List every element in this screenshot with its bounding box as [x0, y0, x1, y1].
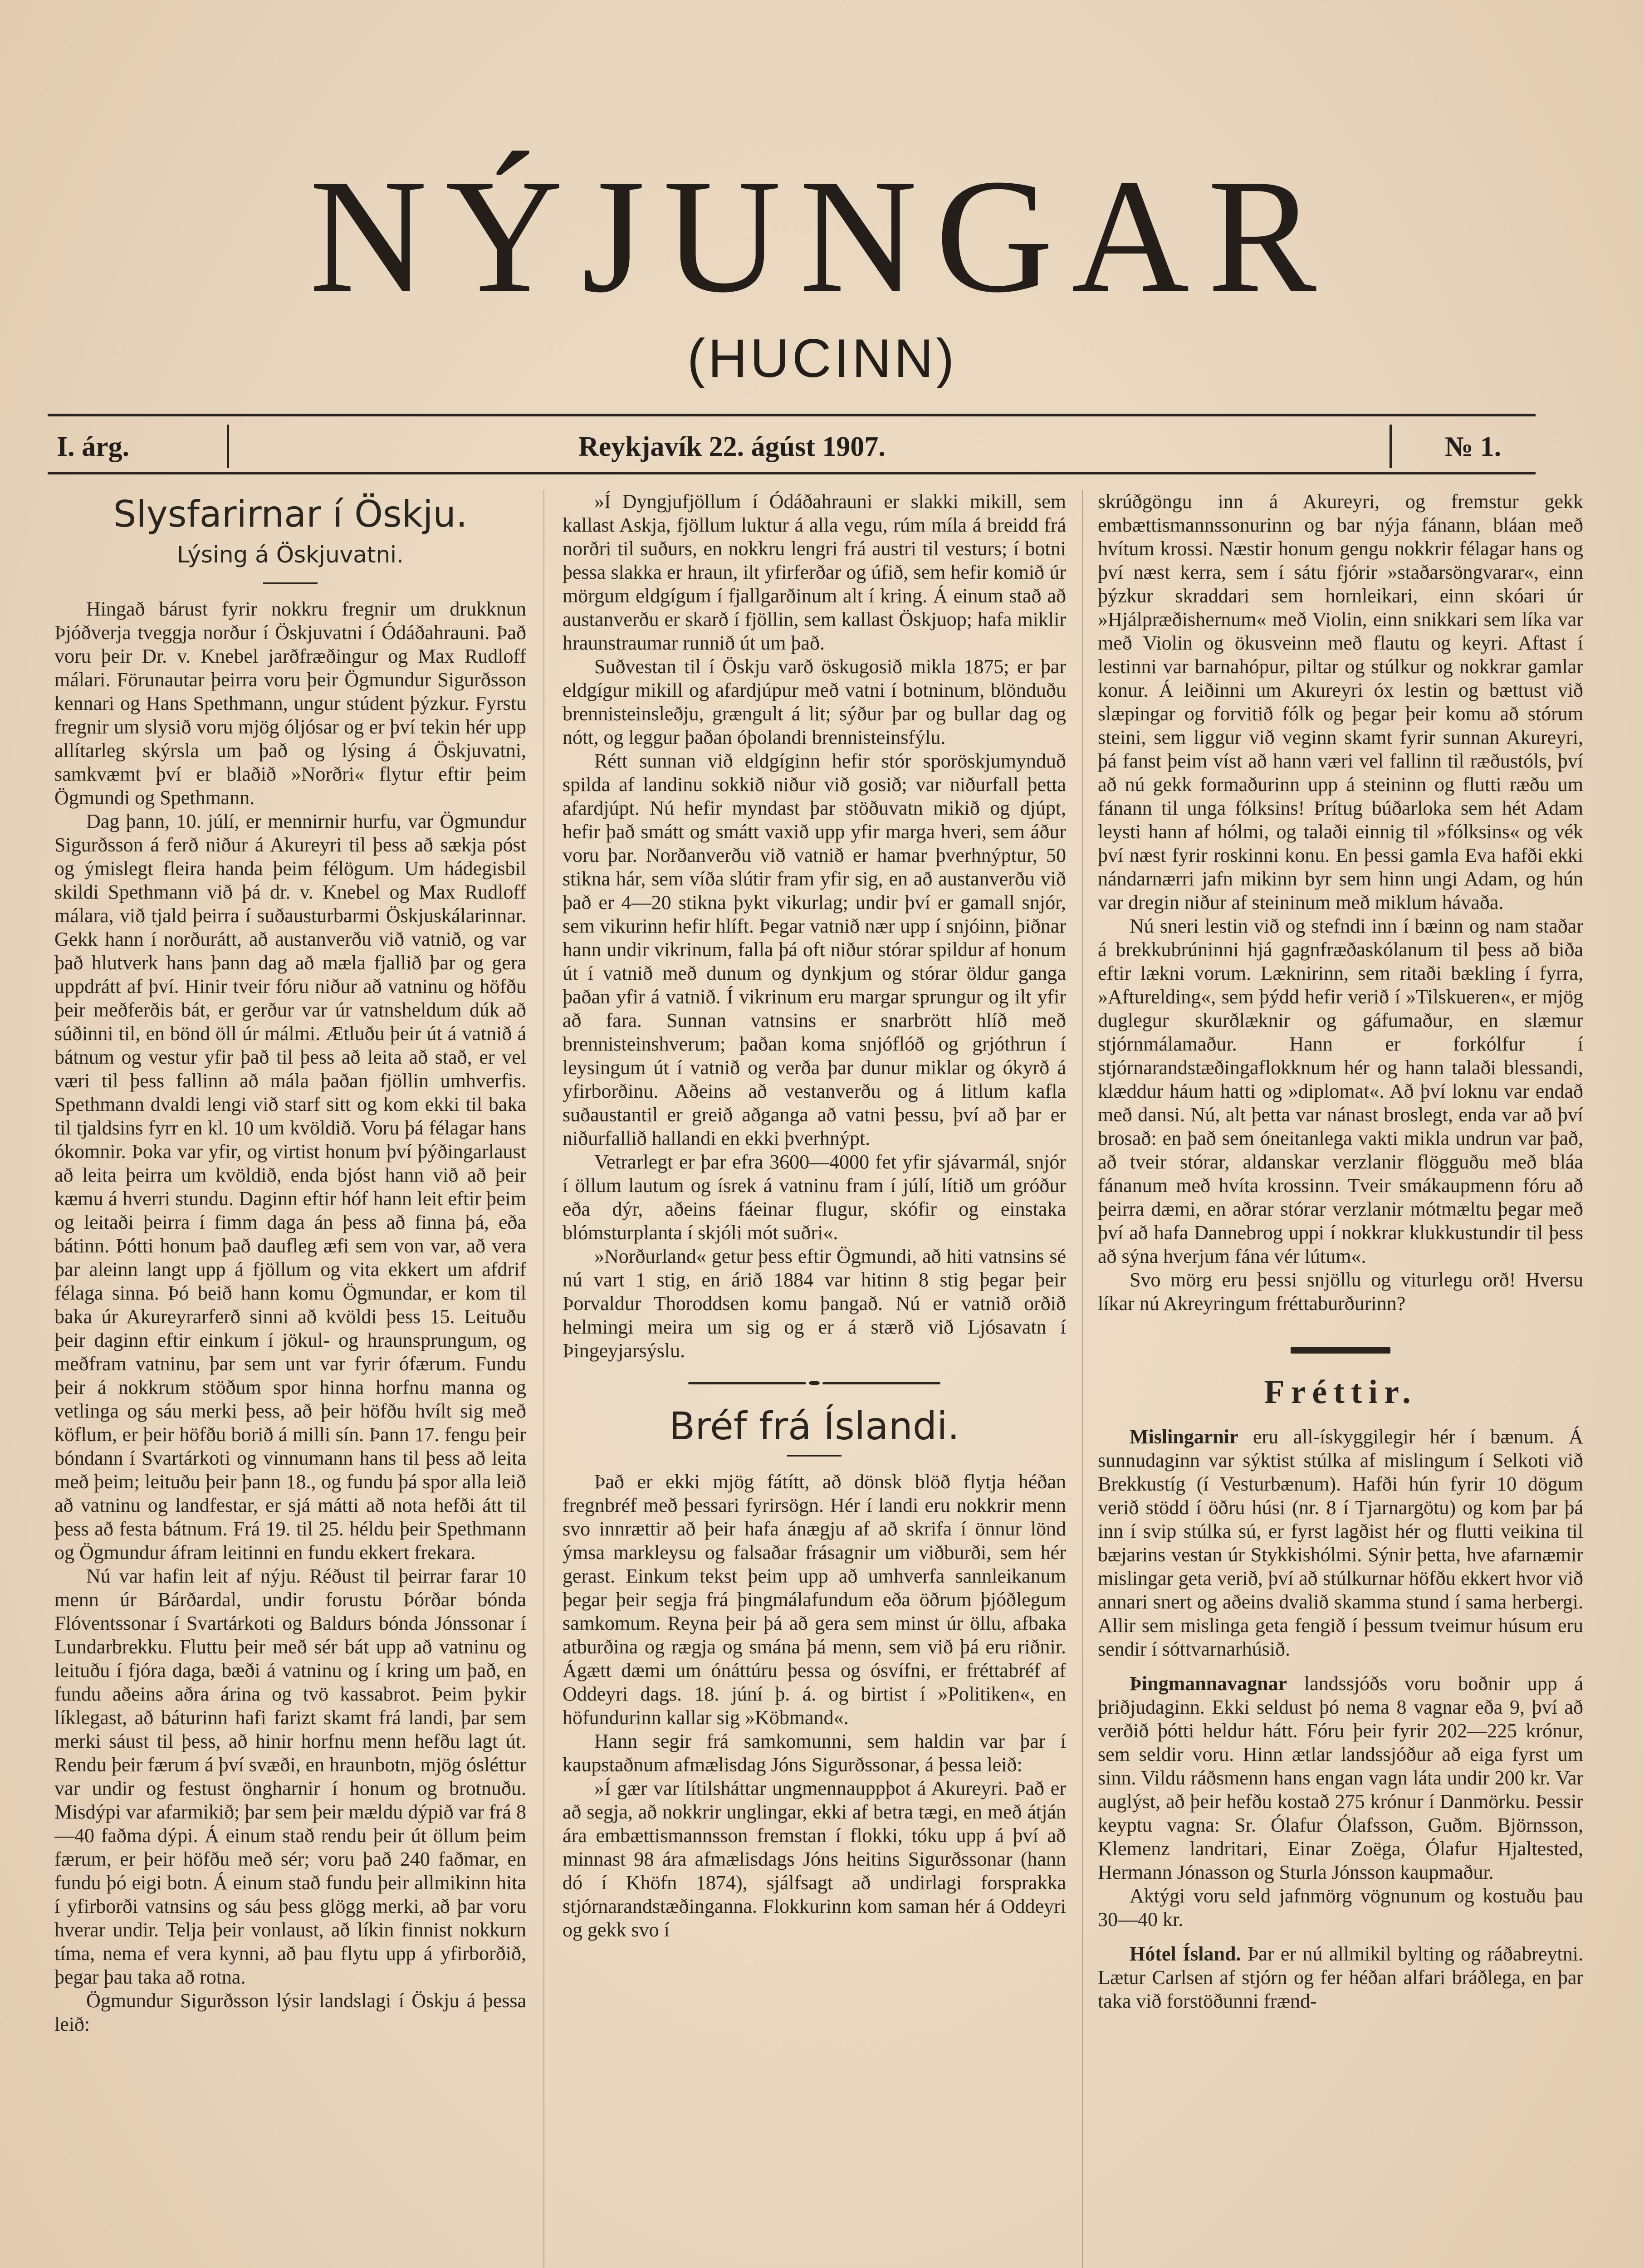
paragraph: Nú var hafin leit af nýju. Réðust til þeirrar farar 10 menn úr Bárðardal, undir forustu Þórðar bónda Flóventssonar í Svartárkoti og Baldurs bónda Jónssonar í Lundarbrekku. Fluttu þeir með sér bát upp að vatninu og leituðu í fjóra daga, bæði á vatninu og í kring um það, en fundu aðeins aðra árina og tvö kassabrot. Þeim þykir líklegast, að báturinn hafi farizt skamt frá landi, þar sem merki sáust til þess, að hinir horfnu menn hefðu lagt út. Rendu þeir færum á því svæði, en hraunbotn, mjög ósléttur var undir og festust öngharnir í honum og brotnuðu. Misdýpi var afarmikið; þar sem þeir mældu dýpið var frá 8—40 faðma dýpi. Á einum stað rendu þeir út öllum þeim færum, er þeir höfðu með sér; voru það 240 faðmar, en fundu þó eigi botn. Á einum stað fundu þeir allmikinn hita í yfirborði vatnsins og sáu þess glögg merki, að þar voru hverar undir. Telja þeir vonlaust, að líkin finnist nokkurn tíma, nema ef vera kynni, að þau flytu upp á yfirborðið, þegar þau taka að rotna.: [54, 1565, 526, 1988]
paragraph: Dag þann, 10. júlí, er mennirnir hurfu, var Ögmundur Sigurðsson á ferð niður á Akureyri til þess að sækja póst og ýmislegt fleira handa þeim félögum. Um hádegisbil skildi Spethmann við þá dr. v. Knebel og Max Rudloff málara, við tjald þeirra í suðausturbarmi Öskjuskálarinnar. Gekk hann í norðurátt, að austanverðu við vatnið, og var það hlutverk hans þann dag að mæla fjallið þar og gera uppdrátt af því. Hinir tveir fóru niður að vatninu og höfðu þeir meðferðis bát, er gerður var úr vatnsheldum dúk að súðinni til, en bönd öll úr málmi. Ætluðu þeir út á vatnið á bátnum og vestur yfir það til þess að leita að stað, er vel væri til þess fallinn að mála þaðan fjöllin umhverfis. Spethmann dvaldi lengi við starf sitt og kom ekki til baka til tjaldsins fyrr en kl. 10 um kvöldið. Voru þá félagar hans ókomnir. Þoka var yfir, og virtist honum því þýðingarlaust að leita þeirra um kvöldið, enda bjóst hann við að þeir kæmu á hverri stundu. Daginn eftir hóf hann leit eftir þeim og leitaði þeirra í fimm daga án þess að finna þá, eða bátinn. Þótti honum það daufleg æfi sem von var, að vera þar aleinn langt upp á fjöllum og vita ekkert um afdrif félaga sinna. Þó beið hann komu Ögmundar, er kom til baka úr Akureyrarferð sinni að kvöldi þess 15. Leituðu þeir daginn eftir einkum í jökul- og hraunsprungum, og meðfram vatninu, þar sem unt var fyrir ófærum. Fundu þeir á nokkrum stöðum spor hinna horfnu manna og vetlinga og sáu merki þess, að þeir höfðu hvílt sig með köflum, er þeir höfðu borið á milli sín. Þann 17. fengu þeir bóndann í Svartárkoti og vinnumann hans til þess að leita með þeim; leituðu þeir þann 18., og fundu þá spor alla leið að vatninu og landfestar, er sjá mátti að nota hefði átt til þess að festa bátnum. Frá 19. til 25. héldu þeir Spethmann og Ögmundur áfram leitinni en fundu ekkert frekara.: [54, 810, 526, 1564]
paragraph: Rétt sunnan við eldgíginn hefir stór sporöskjumynduð spilda af landinu sokkið niður við gosið; var niðurfall þetta afardjúpt. Nú hefir myndast þar stöðuvatn mikið og djúpt, hefir það smátt og smátt vaxið upp yfir marga hveri, sem áður voru þar. Norðanverðu við vatnið er hamar þverhnýptur, 50 stikna hár, sem víða slútir fram yfir sig, en að austanverðu við það er 4—20 stikna þykt vikurlag; undir því er gamall snjór, sem vikurinn hefir hlíft. Þegar vatnið nær upp í snjóinn, þiðnar hann undir vikrinum, falla þá oft niður stórar spildur af honum út í vatnið með dunum og dynkjum og stórar öldur ganga þaðan yfir á vatnið. Í vikrinum eru margar sprungur og ilt yfir að fara. Sunnan vatnsins er snarbrött hlíð með brennisteinshverum; þaðan koma snjóflóð og grjóthrun í leysingum út í vatnið og verða þar dunur miklar og ókyrð á yfirborðinu. Aðeins að vestanverðu og á litlum kafla suðaustantil er greið aðganga að vatni þessu, því að þar er niðurfallið hallandi en ekki þverhnýpt.: [563, 750, 1066, 1149]
section-ornament: [563, 1381, 1066, 1385]
masthead-title: NÝJUNGAR: [309, 145, 1335, 326]
masthead-rule-top: [48, 414, 1536, 416]
news-lead: Þingmannavagnar: [1130, 1672, 1287, 1695]
masthead-subtitle: (HUCINN): [687, 328, 957, 389]
article-subtitle: Lýsing á Öskjuvatni.: [177, 542, 404, 568]
news-title: Fréttir.: [1264, 1374, 1417, 1411]
news-item: [1098, 1884, 1583, 1931]
column-3: [1098, 490, 1583, 2268]
dateline-divider: [1390, 425, 1392, 468]
paragraph: »Norðurland« getur þess eftir Ögmundi, að hiti vatnsins sé nú vart 1 stig, en árið 1884 var hitinn 8 stig þegar þeir Þorvaldur Thoroddsen komu þangað. Nú er vatnið orðið helmingi meira um sig og er á stærð við Ljósavatn í Þingeyjarsýslu.: [563, 1245, 1066, 1362]
paragraph: Nú sneri lestin við og stefndi inn í bæinn og nam staðar á brekkubrúninni hjá gagnfræðaskólanum til þess að biða eftir lækni vorum. Læknirinn, sem ritaði bækling í fyrra, »Afturelding«, sem þýdd hefir verið í »Tilskueren«, er mjög duglegur skurðlæknir og gáfumaður, en slæmur stjórnmálamaður. Hann er forkólfur í stjórnarandstæðingaflokknum hér og hann talaði blessandi, klæddur háum hatti og »diplomat«. Að því loknu var endað með dansi. Nú, alt þetta var nánast broslegt, enda var að því brosað: en það sem óneitanlega vakti mikla undrun var það, að tveir stórar, aldanskar verzlanir flögguðu með bláa fánanum með hvíta krossinn. Tveir smákaupmenn fóru að þeirra dæmi, en aðrar stórar verzlanir mótmæltu þegar með því að hafa Dannebrog uppi í nokkrar klukkustundir til þess að sýna hverjum fána vér lútum«.: [1098, 915, 1583, 1267]
paragraph: Hann segir frá samkomunni, sem haldin var þar í kaupstaðnum afmælisdag Jóns Sigurðssonar, á þessa leið:: [563, 1730, 1066, 1776]
paragraph: Suðvestan til í Öskju varð öskugosið mikla 1875; er þar eldgígur mikill og afardjúpur með vatni í botninum, blönduðu brennisteinsleðju, grængult á lit; sýður þar og bullar dag og nótt, og leggur þaðan óþolandi brennisteinsfýlu.: [563, 655, 1066, 748]
paragraph: Hingað bárust fyrir nokkru fregnir um drukknun Þjóðverja tveggja norður í Öskjuvatni í Ódáðahrauni. Það voru þeir Dr. v. Knebel jarðfræðingur og Max Rudloff málari. Förunautar þeirra voru þeir Ögmundur Sigurðsson kennari og Hans Spethmann, ungur stúdent þýzkur. Fyrstu fregnir um slysið voru mjög óljósar og er því tekin hér upp allítarleg skýrsla um það og lýsing á Öskjuvatni, samkvæmt því er blaðið »Norðri« flytur eftir þeim Ögmundi og Spethmann.: [54, 598, 526, 809]
column-2: [563, 490, 1066, 2268]
title-rule: [787, 1455, 842, 1457]
news-text: eru all-ískyggilegir hér í bænum. Á sunnudaginn var sýktist stúlka af mislingum í Selkoti við Brekkustíg (í Vesturbænum). Hafði hún fyrir 10 dögum verið stödd í öðru húsi (nr. 8 í Tjarnargötu) og kom þar þá inn í svip stúlka sú, er fyrst lagðist hér og flutti veikina til bæjarins vestan úr Stykkishólmi. Sýnir þetta, hve afarnæmir mislingar geta verið, því að stúlkurnar höfðu ekkert hvor við annari snert og aðeins dvalið skamma stund í sama herbergi. Allir sem mislinga geta fengið í þessum tveimur húsum eru sendir í sóttvarnarhúsið.: [1098, 1426, 1583, 1660]
masthead-rule-bottom: [48, 472, 1536, 474]
paragraph: »Í Dyngjufjöllum í Ódáðahrauni er slakki mikill, sem kallast Askja, fjöllum luktur á alla vegu, rúm míla á breidd frá norðri til suðurs, en nokkru lengri frá austri til vesturs; í botni þessa slakka er hraun, ilt yfirferðar og úfið, sem hefir komið úr mörgum eldgígum í fjallgarðinum alt í kring. Á einum stað að austanverðu er skarð í fjöllin, sem kallast Öskjuop; hafa miklir hraunstraumar runnið út um það.: [563, 490, 1066, 654]
news-item: [1098, 1942, 1583, 2013]
news-item: [1098, 1425, 1583, 1661]
place-date: Reykjavík 22. ágúst 1907.: [578, 431, 886, 462]
article-title: Slysfarirnar í Öskju.: [113, 493, 468, 535]
dateline: [48, 421, 1536, 472]
title-rule: [263, 582, 318, 584]
volume-label: I. árg.: [57, 431, 130, 462]
issue-number: № 1.: [1445, 431, 1502, 462]
paragraph: skrúðgöngu inn á Akureyri, og fremstur gekk embættismannssonurinn og bar nýja fánann, bláan með hvítum krossi. Næstir honum gengu nokkrir félagar hans og því næst kerra, sem í sátu fjórir »staðarsöngvarar«, einn þýzkur skraddari sem hornleikari, einn skóari úr »Hjálpræðishernum« með Violin, einn snikkari sem líka var með Violin og ökusveinn með flautu og keyri. Aftast í lestinni var barnahópur, piltar og stúlkur og nokkrar gamlar konur. Á leiðinni um Akureyri óx lestin og bættust við slæpingar og forvitið fólk og þegar þeir komu að stórum steini, sem liggur við veginn skamt fyrir sunnan Akureyri, þá fanst þeim víst að hann væri vel fallinn til ræðustóls, því að nú gekk formaðurinn upp á steininn og flutti ræðu um fánann til unga fólksins! Þrítug búðarloka sem hét Adam leysti hann af hólmi, og talaði einnig til »fólksins« og vék því næst fyrir roskinni konu. En þessi gamla Eva hafði ekki nándarnærri jafn mikinn byr sem hinn ungi Adam, og hún var dregin niður af steininum með miklum hávaða.: [1098, 490, 1583, 914]
column-divider: [543, 490, 544, 2268]
news-text: landssjóðs voru boðnir upp á þriðjudaginn. Ekki seldust þó nema 8 vagnar eða 9, því að verðið þótti heldur hátt. Fóru þeir fyrir 202—225 krónur, sem seldir voru. Hinn ætlar landssjóður að eiga fyrst um sinn. Vildu ráðsmenn hans engan vagn láta undir 200 kr. Var auglýst, að þeir hefðu kostað 275 krónur í Danmörku. Þessir keyptu vagna: Sr. Ólafur Ólafsson, Guðm. Björnsson, Klemenz landritari, Einar Zoëga, Ólafur Hjaltested, Hermann Jónasson og Sturla Jónsson kaupmaður.: [1098, 1672, 1583, 1883]
news-item: [1098, 1672, 1583, 1884]
paragraph: Ögmundur Sigurðsson lýsir landslagi í Öskju á þessa leið:: [54, 1989, 526, 2035]
paragraph: Það er ekki mjög fátítt, að dönsk blöð flytja héðan fregnbréf með þessari fyrirsögn. Hér í landi eru nokkrir menn svo innrættir að þeir hafa ánægju af að skrifa í önnur lönd ýmsa markleysu og falsaðar frásagnir um viðburði, sem hér gerast. Einkum tekst þeim upp að umhverfa sannleikanum þegar þeir segja frá þingmálafundum eða öðrum þjóðlegum samkomum. Reyna þeir þá að gera sem minst úr öllu, afbaka atburðina og rægja og smána þá menn, sem við þá eru riðnir. Ágætt dæmi um ónáttúru þessa og ósvífni, er fréttabréf af Oddeyri dags. 18. júní þ. á. og birtist í »Politiken«, en höfundurinn kallar sig »Köbmand«.: [563, 1471, 1066, 1729]
news-lead: Hótel Ísland.: [1130, 1943, 1241, 1965]
paragraph: Vetrarlegt er þar efra 3600—4000 fet yfir sjávarmál, snjór í öllum lautum og ísrek á vatninu fram í júlí, lítið um gróður eða dýr, aðeins fáeinar flugur, skófir og einstaka blómsturplanta í skjóli mót suðri«.: [563, 1151, 1066, 1244]
dateline-divider: [227, 425, 229, 468]
news-lead: Mislingarnir: [1130, 1426, 1238, 1448]
column-divider: [1082, 490, 1083, 2268]
news-text: Þar er nú allmikil bylting og ráðabreytni. Lætur Carlsen af stjórn og fer héðan alfari bráðlega, en þar taka við forstöðunni frænd-: [1098, 1943, 1583, 2012]
column-1: [54, 490, 526, 2268]
section-ornament: [1291, 1347, 1390, 1354]
article-title: Bréf frá Íslandi.: [669, 1404, 960, 1448]
paragraph: Svo mörg eru þessi snjöllu og viturlegu orð! Hversu líkar nú Akreyringum fréttaburðurinn?: [1098, 1269, 1583, 1315]
paragraph: »Í gær var lítilsháttar ungmennauppþot á Akureyri. Það er að segja, að nokkrir unglingar, ekki af betra tægi, en með átján ára embættismannsson fremstan í flokki, tóku upp á því að minnast 98 ára afmælisdags Jóns heitins Sigurðssonar (hann dó í Khöfn 1874), sjálfsagt að undirlagi forsprakka stjórnarandstæðinganna. Flokkurinn kom saman hér á Oddeyri og gekk svo í: [563, 1777, 1066, 1941]
news-text: Aktýgi voru seld jafnmörg vögnunum og kostuðu þau 30—40 kr.: [1098, 1885, 1583, 1931]
